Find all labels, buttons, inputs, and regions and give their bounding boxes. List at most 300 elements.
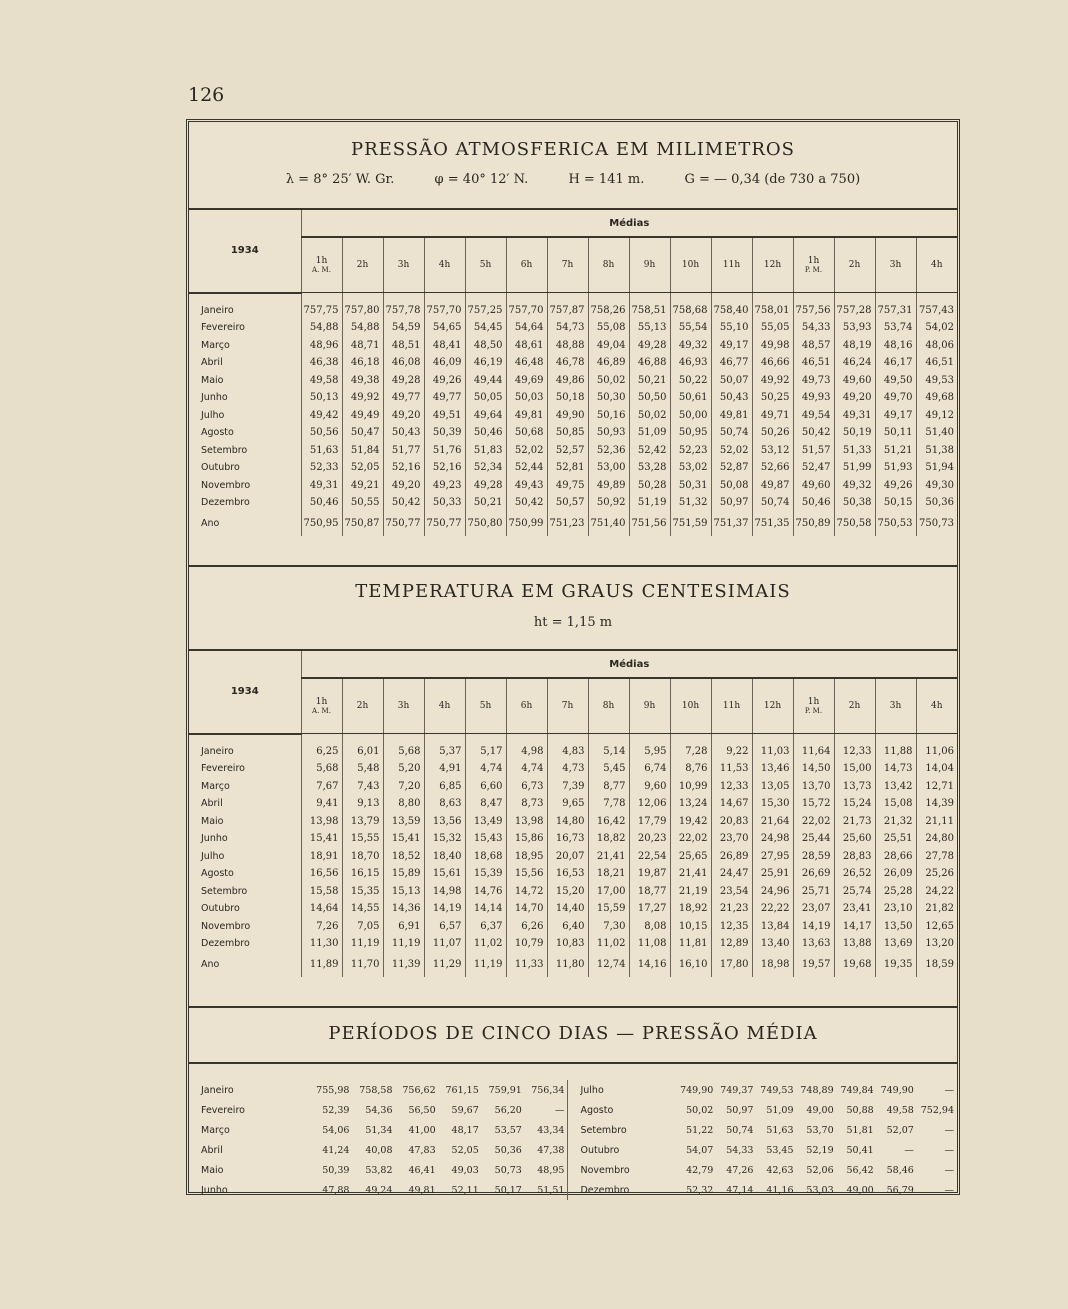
value-cell: 49,64 bbox=[465, 407, 506, 425]
value-cell: 50,30 bbox=[588, 389, 629, 407]
value-cell: 50,74 bbox=[726, 1124, 754, 1136]
value-cell: 55,08 bbox=[588, 319, 629, 337]
month-label: Novembro bbox=[201, 920, 251, 932]
annual-value-cell: 751,59 bbox=[670, 512, 711, 536]
value-cell: 52,32 bbox=[686, 1184, 714, 1196]
value-cell: 50,13 bbox=[301, 389, 342, 407]
value-cell: 51,21 bbox=[875, 442, 916, 460]
annual-value-cell: 19,57 bbox=[793, 953, 834, 977]
value-cell: 11,08 bbox=[629, 935, 670, 953]
value-cell: 10,99 bbox=[670, 778, 711, 796]
period-row bbox=[189, 1160, 957, 1180]
value-cell: 18,70 bbox=[342, 848, 383, 866]
value-cell: 18,82 bbox=[588, 830, 629, 848]
value-cell: 14,80 bbox=[547, 813, 588, 831]
annual-value-cell: 11,29 bbox=[424, 953, 465, 977]
value-cell: 15,72 bbox=[793, 795, 834, 813]
value-cell: 41,00 bbox=[408, 1124, 436, 1136]
hour-header bbox=[588, 678, 629, 734]
annual-value-cell: 750,73 bbox=[916, 512, 957, 536]
value-cell: 22,22 bbox=[752, 900, 793, 918]
value-cell: 6,74 bbox=[629, 760, 670, 778]
value-cell: 14,36 bbox=[383, 900, 424, 918]
value-cell: 8,08 bbox=[629, 918, 670, 936]
month-label: Julho bbox=[568, 1080, 676, 1100]
table-row bbox=[189, 459, 957, 477]
month-label: Fevereiro bbox=[201, 322, 245, 334]
value-cell: 25,91 bbox=[752, 865, 793, 883]
table-row bbox=[189, 935, 957, 953]
value-cell: 13,98 bbox=[301, 813, 342, 831]
value-cell: 757,75 bbox=[301, 302, 342, 320]
value-cell: 42,79 bbox=[686, 1164, 714, 1176]
value-cell: 15,56 bbox=[506, 865, 547, 883]
value-cell: 6,60 bbox=[465, 778, 506, 796]
value-cell: 749,37 bbox=[720, 1084, 754, 1096]
table-row bbox=[189, 900, 957, 918]
value-cell: 50,03 bbox=[506, 389, 547, 407]
value-cell: 25,65 bbox=[670, 848, 711, 866]
hour-header bbox=[342, 678, 383, 734]
value-cell: 24,96 bbox=[752, 883, 793, 901]
value-cell: 6,85 bbox=[424, 778, 465, 796]
value-cell: 14,39 bbox=[916, 795, 957, 813]
value-cell: 49,20 bbox=[834, 389, 875, 407]
annual-value-cell: 750,58 bbox=[834, 512, 875, 536]
hour-header bbox=[506, 678, 547, 734]
value-cell: 26,89 bbox=[711, 848, 752, 866]
value-cell: 50,02 bbox=[686, 1104, 714, 1116]
value-cell: 28,59 bbox=[793, 848, 834, 866]
value-cell: 49,17 bbox=[711, 337, 752, 355]
value-cell: 54,88 bbox=[342, 319, 383, 337]
value-cell: 758,01 bbox=[752, 302, 793, 320]
value-cell: 16,42 bbox=[588, 813, 629, 831]
value-cell: 56,42 bbox=[846, 1164, 874, 1176]
tables-frame bbox=[186, 119, 960, 1195]
value-cell: 7,28 bbox=[670, 743, 711, 761]
value-cell: 47,14 bbox=[726, 1184, 754, 1196]
value-cell: 749,84 bbox=[840, 1084, 874, 1096]
value-cell: 18,91 bbox=[301, 848, 342, 866]
value-cell: 50,57 bbox=[547, 494, 588, 512]
table-row bbox=[189, 848, 957, 866]
value-cell: 5,14 bbox=[588, 743, 629, 761]
hour-label: 5h bbox=[479, 701, 492, 711]
value-cell: 16,53 bbox=[547, 865, 588, 883]
value-cell: 49,53 bbox=[916, 372, 957, 390]
value-cell: 50,42 bbox=[793, 424, 834, 442]
value-cell: 757,28 bbox=[834, 302, 875, 320]
value-cell: 53,12 bbox=[752, 442, 793, 460]
value-cell: 49,93 bbox=[793, 389, 834, 407]
temperature-param: ht = 1,15 m bbox=[533, 615, 613, 630]
month-label: Novembro bbox=[201, 479, 251, 491]
value-cell: 49,31 bbox=[301, 477, 342, 495]
table-row bbox=[189, 813, 957, 831]
month-label: Agosto bbox=[201, 868, 234, 880]
value-cell: 49,03 bbox=[451, 1164, 479, 1176]
value-cell: — bbox=[554, 1104, 565, 1116]
annual-value-cell: 750,80 bbox=[465, 512, 506, 536]
value-cell: 49,73 bbox=[793, 372, 834, 390]
value-cell: 8,80 bbox=[383, 795, 424, 813]
value-cell: 748,89 bbox=[800, 1084, 834, 1096]
value-cell: 25,60 bbox=[834, 830, 875, 848]
value-cell: 5,17 bbox=[465, 743, 506, 761]
value-cell: 52,16 bbox=[424, 459, 465, 477]
value-cell: 53,82 bbox=[365, 1164, 393, 1176]
hour-label: 7h bbox=[561, 260, 574, 270]
value-cell: 49,20 bbox=[383, 407, 424, 425]
value-cell: 6,57 bbox=[424, 918, 465, 936]
value-cell: — bbox=[904, 1144, 914, 1156]
value-cell: 25,74 bbox=[834, 883, 875, 901]
value-cell: 46,24 bbox=[834, 354, 875, 372]
hour-header bbox=[383, 678, 424, 734]
value-cell: 49,58 bbox=[886, 1104, 914, 1116]
value-cell: 50,11 bbox=[875, 424, 916, 442]
hour-header bbox=[547, 678, 588, 734]
value-cell: 48,71 bbox=[342, 337, 383, 355]
hour-header bbox=[834, 237, 875, 293]
hour-header bbox=[465, 237, 506, 293]
hour-label: 9h bbox=[643, 701, 656, 711]
value-cell: 50,97 bbox=[711, 494, 752, 512]
month-label: Maio bbox=[201, 1164, 224, 1176]
value-cell: 50,19 bbox=[834, 424, 875, 442]
value-cell: 50,73 bbox=[494, 1164, 522, 1176]
annual-value-cell: 17,80 bbox=[711, 953, 752, 977]
value-cell: 9,41 bbox=[301, 795, 342, 813]
value-cell: 47,83 bbox=[408, 1144, 436, 1156]
month-label: Abril bbox=[201, 1144, 223, 1156]
value-cell: 14,17 bbox=[834, 918, 875, 936]
value-cell: 49,81 bbox=[711, 407, 752, 425]
value-cell: 13,46 bbox=[752, 760, 793, 778]
value-cell: 50,46 bbox=[793, 494, 834, 512]
value-cell: 50,43 bbox=[711, 389, 752, 407]
medias-label: Médias bbox=[301, 651, 957, 678]
month-label: Janeiro bbox=[201, 1084, 234, 1096]
hour-label: 9h bbox=[643, 260, 656, 270]
value-cell: 13,63 bbox=[793, 935, 834, 953]
value-cell: 49,24 bbox=[365, 1184, 393, 1196]
value-cell: 15,24 bbox=[834, 795, 875, 813]
value-cell: 50,25 bbox=[752, 389, 793, 407]
value-cell: 46,17 bbox=[875, 354, 916, 372]
annual-value-cell: 751,35 bbox=[752, 512, 793, 536]
value-cell: 8,47 bbox=[465, 795, 506, 813]
value-cell: 20,07 bbox=[547, 848, 588, 866]
value-cell: 7,26 bbox=[301, 918, 342, 936]
table-row bbox=[189, 760, 957, 778]
value-cell: 52,06 bbox=[806, 1164, 834, 1176]
value-cell: 48,16 bbox=[875, 337, 916, 355]
value-cell: 12,35 bbox=[711, 918, 752, 936]
annual-value-cell: 751,37 bbox=[711, 512, 752, 536]
value-cell: 54,64 bbox=[506, 319, 547, 337]
value-cell: 14,76 bbox=[465, 883, 506, 901]
value-cell: 49,68 bbox=[916, 389, 957, 407]
value-cell: 51,76 bbox=[424, 442, 465, 460]
value-cell: 52,07 bbox=[886, 1124, 914, 1136]
value-cell: 10,79 bbox=[506, 935, 547, 953]
table-row bbox=[189, 302, 957, 320]
value-cell: 51,77 bbox=[383, 442, 424, 460]
value-cell: 52,34 bbox=[465, 459, 506, 477]
value-cell: 25,28 bbox=[875, 883, 916, 901]
month-label: Janeiro bbox=[201, 745, 234, 757]
hour-header bbox=[793, 237, 834, 293]
value-cell: 11,19 bbox=[342, 935, 383, 953]
value-cell: — bbox=[944, 1124, 954, 1136]
value-cell: 21,82 bbox=[916, 900, 957, 918]
value-cell: 55,13 bbox=[629, 319, 670, 337]
value-cell: 14,50 bbox=[793, 760, 834, 778]
value-cell: 50,55 bbox=[342, 494, 383, 512]
value-cell: 13,73 bbox=[834, 778, 875, 796]
value-cell: 13,50 bbox=[875, 918, 916, 936]
value-cell: 7,39 bbox=[547, 778, 588, 796]
value-cell: 12,71 bbox=[916, 778, 957, 796]
value-cell: 51,22 bbox=[686, 1124, 714, 1136]
value-cell: 48,57 bbox=[793, 337, 834, 355]
value-cell: 749,90 bbox=[880, 1084, 914, 1096]
pressure-params bbox=[189, 172, 957, 187]
value-cell: 50,08 bbox=[711, 477, 752, 495]
hour-label: 4h bbox=[438, 260, 451, 270]
value-cell: 7,30 bbox=[588, 918, 629, 936]
value-cell: 51,09 bbox=[629, 424, 670, 442]
period-row bbox=[189, 1140, 957, 1160]
value-cell: 6,26 bbox=[506, 918, 547, 936]
hour-label: 1h bbox=[807, 697, 820, 707]
value-cell: 51,38 bbox=[916, 442, 957, 460]
value-cell: 46,66 bbox=[752, 354, 793, 372]
value-cell: 49,31 bbox=[834, 407, 875, 425]
value-cell: 18,21 bbox=[588, 865, 629, 883]
temperature-table bbox=[189, 651, 957, 977]
value-cell: 5,95 bbox=[629, 743, 670, 761]
value-cell: 46,38 bbox=[301, 354, 342, 372]
value-cell: 4,73 bbox=[547, 760, 588, 778]
month-label: Fevereiro bbox=[201, 763, 245, 775]
value-cell: 15,13 bbox=[383, 883, 424, 901]
hour-label: 2h bbox=[848, 701, 861, 711]
value-cell: — bbox=[944, 1184, 954, 1196]
annual-value-cell: 750,95 bbox=[301, 512, 342, 536]
value-cell: 40,08 bbox=[365, 1144, 393, 1156]
value-cell: 51,99 bbox=[834, 459, 875, 477]
value-cell: 50,43 bbox=[383, 424, 424, 442]
value-cell: 28,66 bbox=[875, 848, 916, 866]
value-cell: 49,32 bbox=[834, 477, 875, 495]
hour-header bbox=[834, 678, 875, 734]
value-cell: 21,32 bbox=[875, 813, 916, 831]
value-cell: 54,73 bbox=[547, 319, 588, 337]
value-cell: 53,70 bbox=[806, 1124, 834, 1136]
value-cell: 8,73 bbox=[506, 795, 547, 813]
value-cell: 6,73 bbox=[506, 778, 547, 796]
value-cell: 758,58 bbox=[359, 1084, 393, 1096]
value-cell: 49,86 bbox=[547, 372, 588, 390]
hour-header bbox=[424, 678, 465, 734]
value-cell: 15,20 bbox=[547, 883, 588, 901]
value-cell: 48,51 bbox=[383, 337, 424, 355]
value-cell: 15,89 bbox=[383, 865, 424, 883]
value-cell: 20,83 bbox=[711, 813, 752, 831]
value-cell: 15,86 bbox=[506, 830, 547, 848]
month-label: Setembro bbox=[568, 1120, 676, 1140]
value-cell: 756,34 bbox=[531, 1084, 565, 1096]
value-cell: 15,58 bbox=[301, 883, 342, 901]
value-cell: 50,18 bbox=[547, 389, 588, 407]
value-cell: 752,94 bbox=[920, 1104, 954, 1116]
param-lambda: λ = 8° 25′ W. Gr. bbox=[285, 172, 395, 187]
value-cell: — bbox=[944, 1144, 954, 1156]
value-cell: 13,56 bbox=[424, 813, 465, 831]
month-label: Julho bbox=[201, 409, 225, 421]
value-cell: 8,77 bbox=[588, 778, 629, 796]
value-cell: 50,05 bbox=[465, 389, 506, 407]
hour-header bbox=[424, 237, 465, 293]
value-cell: 50,39 bbox=[322, 1164, 350, 1176]
hour-header bbox=[875, 237, 916, 293]
temperature-title: TEMPERATURA EM GRAUS CENTESIMAIS bbox=[355, 581, 791, 602]
value-cell: 14,67 bbox=[711, 795, 752, 813]
month-label: Março bbox=[201, 339, 230, 351]
table-row bbox=[189, 795, 957, 813]
value-cell: 49,81 bbox=[408, 1184, 436, 1196]
hour-header bbox=[506, 237, 547, 293]
value-cell: 49,42 bbox=[301, 407, 342, 425]
value-cell: 9,13 bbox=[342, 795, 383, 813]
month-label: Março bbox=[201, 1124, 230, 1136]
value-cell: 49,60 bbox=[793, 477, 834, 495]
value-cell: 49,30 bbox=[916, 477, 957, 495]
value-cell: 21,19 bbox=[670, 883, 711, 901]
value-cell: 15,32 bbox=[424, 830, 465, 848]
value-cell: 49,58 bbox=[301, 372, 342, 390]
value-cell: 26,52 bbox=[834, 865, 875, 883]
value-cell: 13,79 bbox=[342, 813, 383, 831]
value-cell: 21,73 bbox=[834, 813, 875, 831]
value-cell: 51,32 bbox=[670, 494, 711, 512]
value-cell: 46,48 bbox=[506, 354, 547, 372]
value-cell: 49,89 bbox=[588, 477, 629, 495]
hour-label: 10h bbox=[681, 701, 700, 711]
value-cell: 749,90 bbox=[680, 1084, 714, 1096]
hour-label: 1h bbox=[315, 256, 328, 266]
value-cell: 51,81 bbox=[846, 1124, 874, 1136]
value-cell: 54,59 bbox=[383, 319, 424, 337]
annual-value-cell: 16,10 bbox=[670, 953, 711, 977]
value-cell: 11,06 bbox=[916, 743, 957, 761]
hour-header bbox=[752, 237, 793, 293]
hour-header bbox=[793, 678, 834, 734]
hour-header bbox=[301, 678, 342, 734]
value-cell: 21,41 bbox=[670, 865, 711, 883]
value-cell: 5,20 bbox=[383, 760, 424, 778]
hour-header bbox=[711, 237, 752, 293]
value-cell: 6,91 bbox=[383, 918, 424, 936]
value-cell: 759,91 bbox=[488, 1084, 522, 1096]
value-cell: 25,71 bbox=[793, 883, 834, 901]
value-cell: 14,72 bbox=[506, 883, 547, 901]
month-label: Fevereiro bbox=[201, 1104, 245, 1116]
month-label: Junho bbox=[201, 392, 228, 404]
value-cell: 6,01 bbox=[342, 743, 383, 761]
value-cell: 26,09 bbox=[875, 865, 916, 883]
table-row bbox=[189, 337, 957, 355]
value-cell: 758,26 bbox=[588, 302, 629, 320]
value-cell: 23,70 bbox=[711, 830, 752, 848]
value-cell: 41,24 bbox=[322, 1144, 350, 1156]
value-cell: 758,68 bbox=[670, 302, 711, 320]
value-cell: 50,36 bbox=[494, 1144, 522, 1156]
value-cell: 12,06 bbox=[629, 795, 670, 813]
value-cell: 46,51 bbox=[793, 354, 834, 372]
month-label: Dezembro bbox=[201, 938, 250, 950]
value-cell: 49,44 bbox=[465, 372, 506, 390]
table-row bbox=[189, 494, 957, 512]
value-cell: 5,68 bbox=[301, 760, 342, 778]
value-cell: 7,43 bbox=[342, 778, 383, 796]
value-cell: 52,02 bbox=[506, 442, 547, 460]
value-cell: 50,68 bbox=[506, 424, 547, 442]
value-cell: 46,78 bbox=[547, 354, 588, 372]
value-cell: 50,02 bbox=[588, 372, 629, 390]
month-label: Agosto bbox=[201, 427, 234, 439]
value-cell: 48,96 bbox=[301, 337, 342, 355]
hour-label: 1h bbox=[315, 697, 328, 707]
annual-value-cell: 750,87 bbox=[342, 512, 383, 536]
annual-value-cell: 11,80 bbox=[547, 953, 588, 977]
value-cell: 51,84 bbox=[342, 442, 383, 460]
value-cell: 15,08 bbox=[875, 795, 916, 813]
value-cell: 49,51 bbox=[424, 407, 465, 425]
value-cell: 17,00 bbox=[588, 883, 629, 901]
value-cell: 51,63 bbox=[766, 1124, 794, 1136]
value-cell: 16,73 bbox=[547, 830, 588, 848]
pm-label: P. M. bbox=[804, 266, 823, 274]
value-cell: 50,21 bbox=[629, 372, 670, 390]
value-cell: 50,46 bbox=[465, 424, 506, 442]
hour-label: 5h bbox=[479, 260, 492, 270]
value-cell: 15,43 bbox=[465, 830, 506, 848]
hour-label: 1h bbox=[807, 256, 820, 266]
value-cell: 14,19 bbox=[793, 918, 834, 936]
value-cell: 8,63 bbox=[424, 795, 465, 813]
value-cell: 18,92 bbox=[670, 900, 711, 918]
value-cell: 49,26 bbox=[424, 372, 465, 390]
value-cell: 55,05 bbox=[752, 319, 793, 337]
value-cell: 12,33 bbox=[834, 743, 875, 761]
value-cell: 54,65 bbox=[424, 319, 465, 337]
hour-label: 6h bbox=[520, 701, 533, 711]
annual-value-cell: 18,98 bbox=[752, 953, 793, 977]
value-cell: 11,64 bbox=[793, 743, 834, 761]
value-cell: 47,38 bbox=[537, 1144, 565, 1156]
hour-label: 3h bbox=[397, 260, 410, 270]
value-cell: 53,74 bbox=[875, 319, 916, 337]
value-cell: 54,88 bbox=[301, 319, 342, 337]
value-cell: 10,83 bbox=[547, 935, 588, 953]
am-label: A. M. bbox=[312, 266, 331, 274]
month-label: Maio bbox=[201, 374, 224, 386]
value-cell: 13,70 bbox=[793, 778, 834, 796]
